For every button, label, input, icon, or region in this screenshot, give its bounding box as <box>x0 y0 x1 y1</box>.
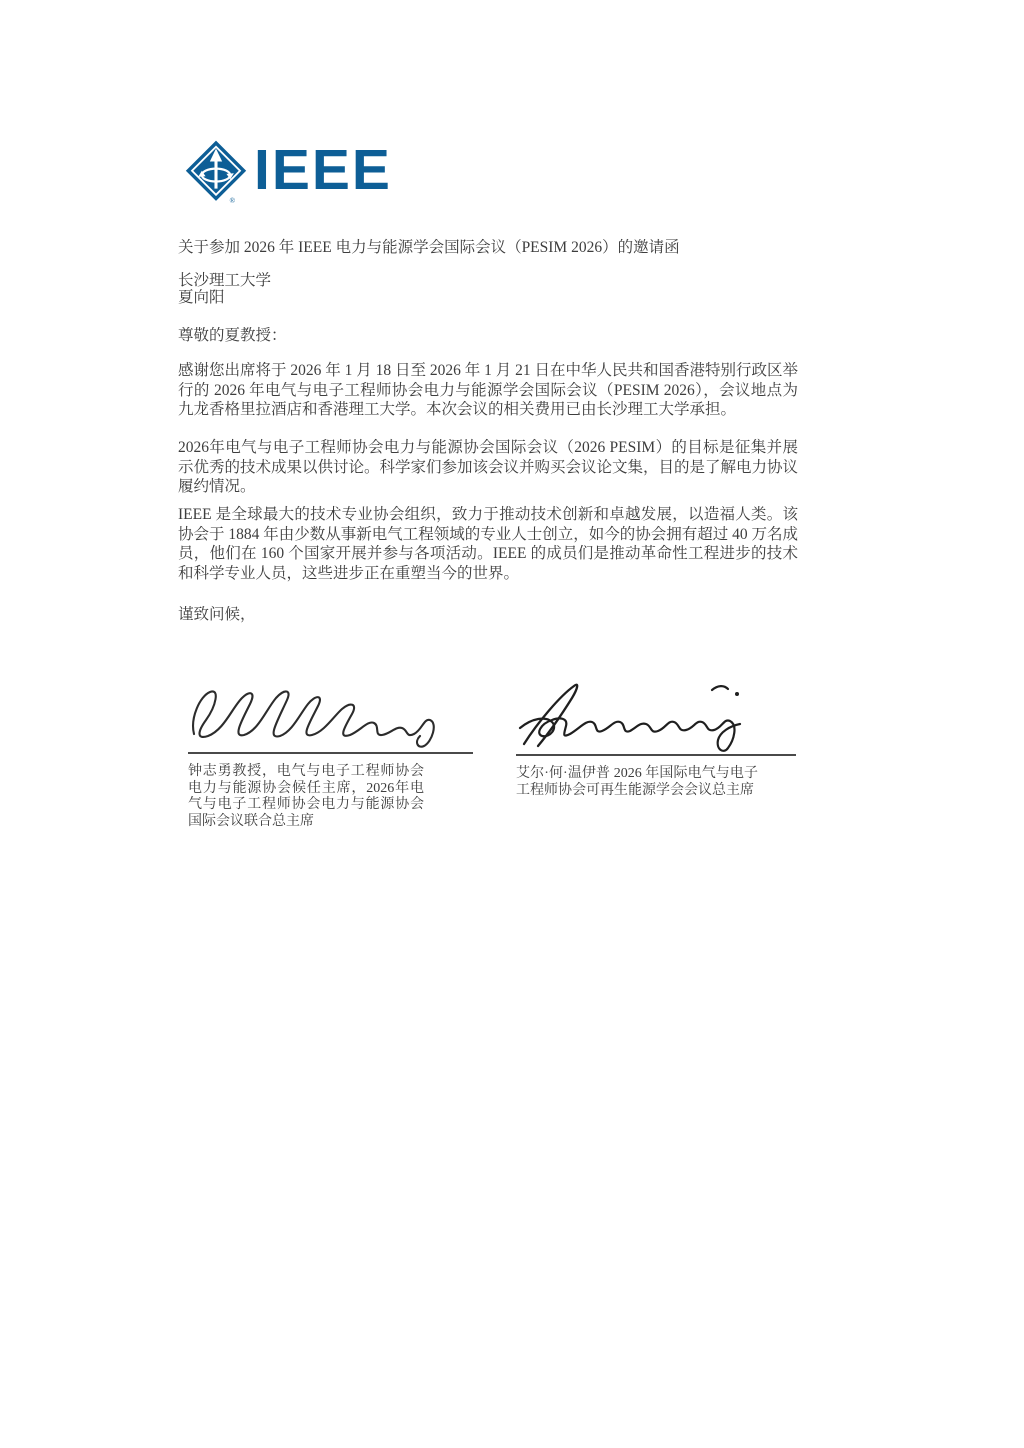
handwritten-signature-right <box>516 678 796 752</box>
signatory-block-right <box>516 678 796 799</box>
paragraph-invitation-details: 感谢您出席将于 2026 年 1 月 18 日至 2026 年 1 月 21 日在中华人民共和国香港特别行政区举行的 2026 年电气与电子工程师协会电力与能源学会国际会议（PESIM 2026），会议地点为九龙香格里拉酒店和香港理工大学。本次会议的相关费用已由长沙理工大学承担。 <box>178 362 799 418</box>
ieee-emblem-icon <box>185 140 247 204</box>
ieee-logo <box>185 137 392 204</box>
paragraph-conference-goal: 2026年电气与电子工程师协会电力与能源协会国际会议（2026 PESIM）的目标是征集并展示优秀的技术成果以供讨论。科学家们参加该会议并购买会议论文集，目的是了解电力协议履约情况。 <box>178 439 799 495</box>
recipient-organization: 长沙理工大学 <box>178 272 272 289</box>
signatory-block-left <box>188 684 473 830</box>
signatory-title-right: 艾尔·何·温伊普 2026 年国际电气与电子工程师协会可再生能源学会会议总主席 <box>516 766 758 798</box>
recipient-block <box>178 273 271 306</box>
closing-line: 谨致问候， <box>178 606 256 623</box>
registered-mark: ® <box>229 195 236 204</box>
paragraph-about-ieee: IEEE 是全球最大的技术专业协会组织，致力于推动技术创新和卓越发展，以造福人类。该协会于 1884 年由少数从事新电气工程领域的专业人士创立，如今的协会拥有超过 40 万名成员，他们在 160 个国家开展并参与各项活动。IEEE 的成员们是推动革命性工程进步的技术和科学专业人员，这些进步正在重塑当今的世界。 <box>178 506 799 582</box>
signature-line <box>188 752 473 754</box>
handwritten-signature-left <box>188 684 473 750</box>
signatory-title-left: 钟志勇教授，电气与电子工程师协会电力与能源协会候任主席，2026年电气与电子工程师协会电力与能源协会国际会议联合总主席 <box>188 764 424 829</box>
signature-line <box>516 754 796 756</box>
letter-subject: 关于参加 2026 年 IEEE 电力与能源学会国际会议（PESIM 2026）的邀请函 <box>178 239 680 256</box>
salutation: 尊敬的夏教授： <box>178 327 287 344</box>
recipient-name: 夏向阳 <box>178 288 225 306</box>
ieee-wordmark: IEEE <box>254 137 392 202</box>
